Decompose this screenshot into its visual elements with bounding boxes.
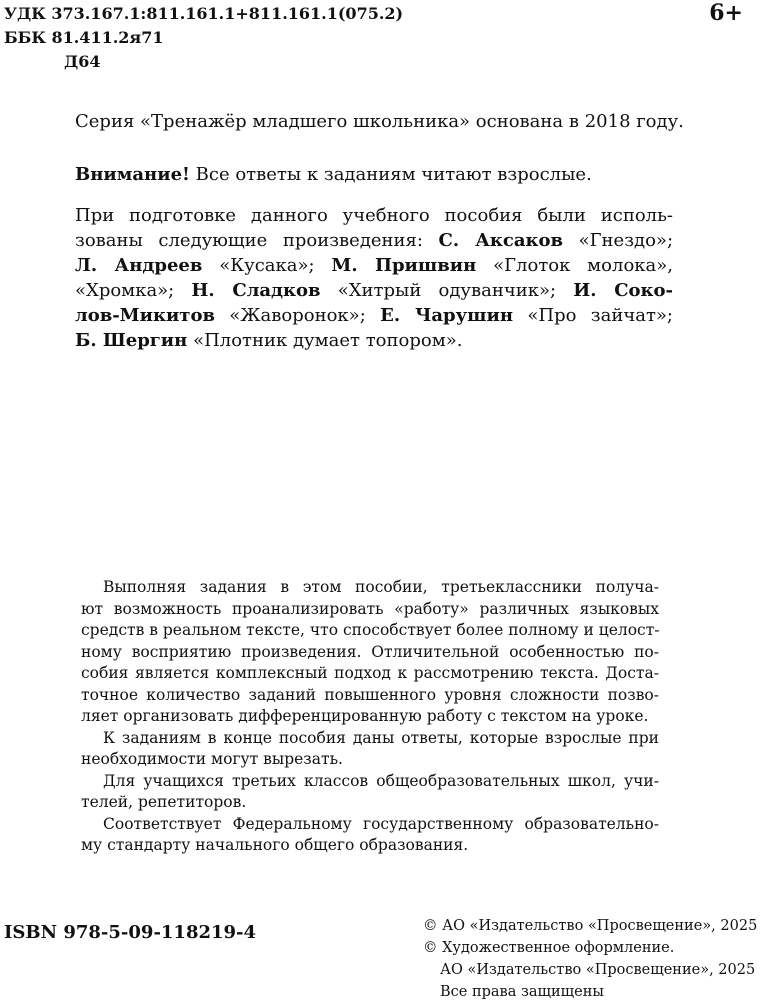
annotation-line: точное количество заданий повышенного уровня сложности позво- (81, 685, 659, 704)
works-text: зованы следующие произведения: (75, 230, 439, 251)
works-used (75, 203, 673, 353)
annotation-line: ному восприятию произведения. Отличительной особенностью по- (81, 642, 659, 661)
series-note: Серия «Тренажёр младшего школьника» основана в 2018 году. (75, 111, 684, 132)
work-title: «Жаворонок»; (214, 305, 381, 326)
work-author: Н. Сладков (191, 280, 321, 301)
classification-codes (4, 2, 403, 74)
annotation-line: ют возможность проанализировать «работу» различных языковых (81, 599, 659, 618)
rights-reserved: Все права защищены (440, 984, 604, 1000)
annotation-line: К заданиям в конце пособия даны ответы, которые взрослые при (103, 728, 659, 747)
works-line (75, 253, 673, 278)
age-rating: 6+ (709, 0, 743, 26)
annotation-line: необходимости могут вырезать. (81, 750, 343, 768)
annotation-line: телей, репетиторов. (81, 793, 247, 811)
copyright-line: © Художественное оформление. (423, 940, 675, 956)
annotation (81, 577, 659, 857)
work-author: лов-Микитов (75, 305, 215, 326)
work-title: «Глоток молока», (476, 255, 673, 276)
bbk-code: ББК 81.411.2я71 (4, 28, 164, 47)
works-line (75, 303, 673, 328)
work-author: Е. Чарушин (380, 305, 514, 326)
attention-text: Все ответы к заданиям читают взрослые. (189, 164, 592, 185)
udk-code: УДК 373.167.1:811.161.1+811.161.1(075.2) (4, 4, 404, 23)
copyright-line: © АО «Издательство «Просвещение», 2025 (423, 918, 758, 934)
work-author: М. Пришвин (331, 255, 477, 276)
isbn: ISBN 978-5-09-118219-4 (4, 922, 257, 943)
annotation-line: му стандарту начального общего образования. (81, 836, 469, 854)
work-title: «Хромка»; (75, 280, 192, 301)
work-author: С. Аксаков (438, 230, 564, 251)
work-author: Б. Шергин (75, 330, 188, 351)
annotation-line: средств в реальном тексте, что способствует более полному и целост- (81, 621, 660, 639)
work-title: «Кусака»; (202, 255, 332, 276)
works-line (75, 328, 673, 353)
annotation-line: Для учащихся третьих классов общеобразовательных школ, учи- (103, 771, 659, 790)
works-text: При подготовке данного учебного пособия были исполь- (75, 205, 673, 226)
work-title: «Гнездо»; (563, 230, 674, 251)
attention-label: Внимание! (75, 164, 190, 185)
copyright-line: АО «Издательство «Просвещение», 2025 (440, 962, 756, 978)
annotation-line: собия является комплексный подход к рассмотрению текста. Доста- (81, 664, 659, 682)
work-title: «Про зайчат»; (513, 305, 673, 326)
annotation-line: Соответствует Федеральному государственному образовательно- (103, 814, 659, 833)
works-line (75, 228, 673, 253)
works-line (75, 278, 673, 303)
attention-note (75, 164, 592, 185)
work-title: «Хитрый одуванчик»; (320, 280, 574, 301)
works-line (75, 203, 673, 228)
annotation-line: Выполняя задания в этом пособии, третьеклассники получа- (103, 578, 659, 596)
author-code: Д64 (64, 52, 101, 71)
copyright-block (423, 915, 757, 1003)
work-author: И. Соко- (573, 280, 674, 301)
annotation-line: ляет организовать дифференцированную работу с текстом на уроке. (81, 707, 649, 725)
work-title: «Плотник думает топором». (187, 330, 463, 351)
work-author: Л. Андреев (75, 255, 203, 276)
